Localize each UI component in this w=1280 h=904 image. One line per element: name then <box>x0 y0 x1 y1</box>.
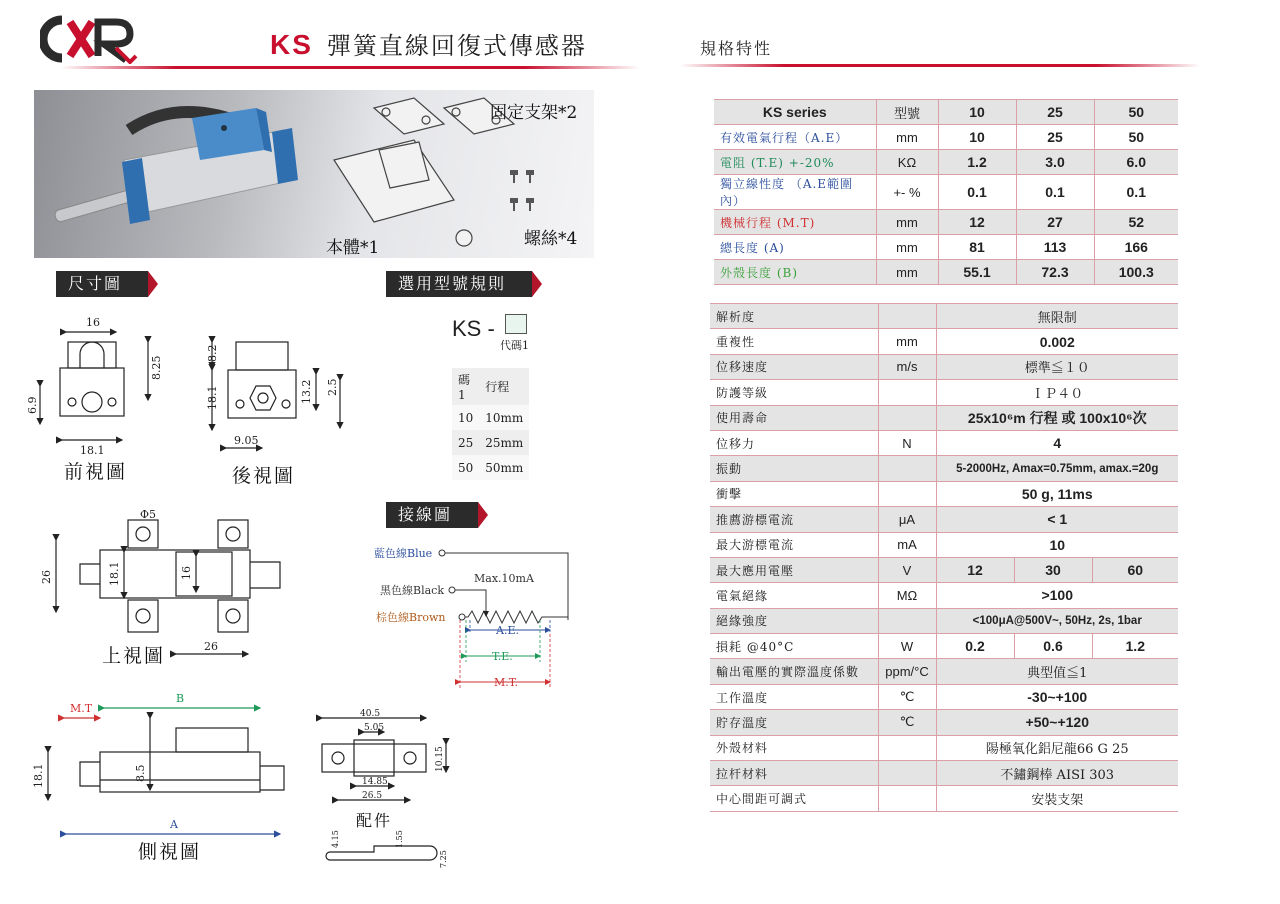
spec-row <box>710 354 1178 379</box>
spec-table-general <box>710 303 1178 812</box>
spec-value: 81 <box>938 235 1016 260</box>
spec-value: 0.1 <box>1016 175 1094 210</box>
spec-unit: m/s <box>878 354 936 379</box>
spec-row <box>710 481 1178 506</box>
spec-value: 52 <box>1094 210 1178 235</box>
spec-value: 5-2000Hz, Amax=0.75mm, amax.=20g <box>936 456 1178 481</box>
spec-unit <box>878 380 936 405</box>
dim-back-t: 8.2 <box>206 344 219 362</box>
logo <box>40 14 140 64</box>
spec-row <box>710 634 1178 659</box>
badge-wiring: 接線圖 <box>386 502 478 528</box>
spec-row <box>710 710 1178 735</box>
caption-parts: 配件 <box>356 811 393 830</box>
spec-row <box>714 235 1178 260</box>
spec-value: 0.6 <box>1014 634 1092 659</box>
spec-unit: μA <box>878 507 936 532</box>
caption-side: 側視圖 <box>138 841 202 863</box>
spec-value: 25 <box>1016 125 1094 150</box>
dim-side-m: 8.5 <box>134 764 147 782</box>
spec-value: 安裝支架 <box>936 786 1178 811</box>
table-cell: 10mm <box>479 405 529 430</box>
spec-value: 陽極氧化鋁尼龍66 G 25 <box>936 735 1178 760</box>
spec-unit <box>878 761 936 786</box>
table-cell: 25mm <box>479 430 529 455</box>
model-rule-table <box>452 368 529 480</box>
dim-back-b: 9.05 <box>234 434 259 447</box>
spec-value: 典型值≦1 <box>936 659 1178 684</box>
wire-brown: 棕色線Brown <box>376 611 446 624</box>
dim-back-m: 13.2 <box>300 379 313 404</box>
spec-row <box>710 761 1178 786</box>
spec-label: 拉杆材料 <box>710 761 878 786</box>
dim-top-h2: 18.1 <box>108 561 121 586</box>
spec-value: 0.002 <box>936 329 1178 354</box>
spec-unit <box>878 405 936 430</box>
wire-max: Max.10mA <box>474 572 534 585</box>
parts-view <box>322 718 446 860</box>
spec-value: 30 <box>1014 557 1092 582</box>
table-row <box>452 368 529 405</box>
spec-label: 推薦游標電流 <box>710 507 878 532</box>
wiring-diagram <box>374 546 568 689</box>
spec-unit <box>878 608 936 633</box>
spec-value: 10 <box>938 125 1016 150</box>
spec-row <box>710 557 1178 582</box>
spec-row <box>714 260 1178 285</box>
dim-clip-b: 1.55 <box>395 830 404 848</box>
spec-label: 工作溫度 <box>710 684 878 709</box>
spec-value: 無限制 <box>936 304 1178 329</box>
spec-label: 最大應用電壓 <box>710 557 878 582</box>
spec-row <box>714 210 1178 235</box>
dim-front-w: 16 <box>86 316 100 329</box>
product-photo <box>34 90 594 258</box>
caption-front: 前視圖 <box>64 461 128 483</box>
table-row <box>452 455 529 480</box>
spec-underline <box>680 64 1200 67</box>
front-view <box>40 332 148 440</box>
dim-front-h: 8.25 <box>150 355 163 380</box>
dim-clip-c: 7.25 <box>439 850 448 868</box>
spec-unit: mm <box>876 125 938 150</box>
spec-row <box>710 405 1178 430</box>
spec-label: 位移速度 <box>710 354 878 379</box>
spec-label: 貯存溫度 <box>710 710 878 735</box>
badge-model-rule: 選用型號規則 <box>386 271 532 297</box>
spec-unit: KΩ <box>876 150 938 175</box>
spec-label: 重複性 <box>710 329 878 354</box>
spec-value: 0.1 <box>1094 175 1178 210</box>
wire-mt: M.T. <box>494 676 518 689</box>
spec-value: 12 <box>936 557 1014 582</box>
wire-te: T.E. <box>492 650 513 663</box>
spec-row <box>710 583 1178 608</box>
spec-value: 50 g, 11ms <box>936 481 1178 506</box>
spec-label: 防護等級 <box>710 380 878 405</box>
table-header: 碼1 <box>452 368 479 405</box>
dim-back-r: 2.5 <box>326 378 339 396</box>
spec-unit: mm <box>876 235 938 260</box>
spec-unit: MΩ <box>878 583 936 608</box>
spec-label: 最大游標電流 <box>710 532 878 557</box>
screw-label: 螺絲*4 <box>524 229 578 249</box>
spec-row <box>710 380 1178 405</box>
spec-value: 113 <box>1016 235 1094 260</box>
spec-value: 0.2 <box>936 634 1014 659</box>
dim-part-w: 40.5 <box>360 709 381 719</box>
spec-row <box>710 532 1178 557</box>
spec-row <box>714 175 1178 210</box>
spec-value: 12 <box>938 210 1016 235</box>
spec-row <box>710 456 1178 481</box>
spec-row <box>710 684 1178 709</box>
spec-value: >100 <box>936 583 1178 608</box>
spec-value: 10 <box>938 100 1016 125</box>
code-label: 代碼1 <box>500 339 529 352</box>
wire-ae: A.E. <box>496 624 519 637</box>
spec-value: 不鏽鋼棒 AISI 303 <box>936 761 1178 786</box>
spec-value: 25 <box>1016 100 1094 125</box>
spec-row <box>710 304 1178 329</box>
spec-label: 獨立線性度 （A.E範圍內） <box>714 175 876 210</box>
spec-value: 25x10⁶m 行程 或 100x10⁶次 <box>936 405 1178 430</box>
spec-value: 100.3 <box>1094 260 1178 285</box>
spec-label: 有效電氣行程（A.E） <box>714 125 876 150</box>
dim-front-l: 6.9 <box>26 396 39 414</box>
spec-label: 損耗 @40°C <box>710 634 878 659</box>
dim-side-a: A <box>170 818 178 831</box>
spec-value: <100μA@500V~, 50Hz, 2s, 1bar <box>936 608 1178 633</box>
spec-row <box>710 329 1178 354</box>
spec-unit: mm <box>876 260 938 285</box>
spec-label: 輸出電壓的實際溫度係數 <box>710 659 878 684</box>
spec-unit: W <box>878 634 936 659</box>
spec-label: 絕緣強度 <box>710 608 878 633</box>
spec-value: 50 <box>1094 100 1178 125</box>
spec-unit <box>878 786 936 811</box>
spec-label: 電氣絕緣 <box>710 583 878 608</box>
dim-back-h: 18.1 <box>206 385 219 410</box>
spec-row <box>710 608 1178 633</box>
spec-value: +50~+120 <box>936 710 1178 735</box>
title-underline <box>60 66 640 69</box>
spec-unit: ℃ <box>878 710 936 735</box>
spec-heading: 規格特性 <box>700 39 773 58</box>
spec-label: 位移力 <box>710 430 878 455</box>
dim-top-b: 26 <box>204 640 218 653</box>
spec-value: 60 <box>1092 557 1178 582</box>
dim-side-mt: M.T <box>70 702 93 715</box>
dim-top-h1: 26 <box>40 570 53 584</box>
spec-label: KS series <box>714 100 876 125</box>
spec-value: 50 <box>1094 125 1178 150</box>
spec-label: 總長度 (A) <box>714 235 876 260</box>
dim-part-i: 14.85 <box>362 777 388 787</box>
spec-value: 4 <box>936 430 1178 455</box>
spec-value: 166 <box>1094 235 1178 260</box>
dim-part-c: 5.05 <box>364 723 385 733</box>
spec-row <box>714 150 1178 175</box>
spec-table-series <box>714 99 1178 285</box>
spec-value: 標準≦１０ <box>936 354 1178 379</box>
spec-label: 中心間距可調式 <box>710 786 878 811</box>
spec-value: 55.1 <box>938 260 1016 285</box>
spec-unit: mm <box>878 329 936 354</box>
table-row <box>452 405 529 430</box>
spec-value: 27 <box>1016 210 1094 235</box>
dim-side-h: 18.1 <box>32 763 45 788</box>
spec-row <box>714 100 1178 125</box>
spec-label: 使用壽命 <box>710 405 878 430</box>
dim-part-h: 10.15 <box>435 746 445 772</box>
table-cell: 10 <box>452 405 479 430</box>
spec-label: 機械行程 (M.T) <box>714 210 876 235</box>
bracket-label: 固定支架*2 <box>490 103 578 123</box>
caption-top: 上視圖 <box>102 645 166 667</box>
spec-value: 0.1 <box>938 175 1016 210</box>
spec-unit: 型號 <box>876 100 938 125</box>
table-cell: 50mm <box>479 455 529 480</box>
spec-value: 10 <box>936 532 1178 557</box>
spec-unit: N <box>878 430 936 455</box>
dim-part-o: 26.5 <box>362 791 383 801</box>
spec-label: 衝擊 <box>710 481 878 506</box>
table-cell: 50 <box>452 455 479 480</box>
spec-label: 電阻 (T.E) +-20% <box>714 150 876 175</box>
table-row <box>452 430 529 455</box>
spec-unit <box>878 481 936 506</box>
badge-dimension: 尺寸圖 <box>56 271 148 297</box>
spec-label: 振動 <box>710 456 878 481</box>
top-view <box>56 520 280 654</box>
dimension-drawings <box>0 300 640 904</box>
spec-unit: V <box>878 557 936 582</box>
dim-side-b: B <box>176 692 185 705</box>
spec-value: 72.3 <box>1016 260 1094 285</box>
spec-unit: ℃ <box>878 684 936 709</box>
spec-row <box>710 507 1178 532</box>
spec-label: 外殼長度 (B) <box>714 260 876 285</box>
spec-unit <box>878 456 936 481</box>
spec-row <box>710 786 1178 811</box>
model-name: KS <box>270 29 313 60</box>
spec-value: 3.0 <box>1016 150 1094 175</box>
spec-value: 1.2 <box>1092 634 1178 659</box>
spec-value: -30~+100 <box>936 684 1178 709</box>
spec-value: 1.2 <box>938 150 1016 175</box>
wire-blue: 藍色線Blue <box>374 547 433 560</box>
spec-row <box>710 430 1178 455</box>
caption-back: 後視圖 <box>232 465 296 487</box>
dim-clip-a: 4.15 <box>331 830 340 848</box>
spec-value: < 1 <box>936 507 1178 532</box>
spec-row <box>714 125 1178 150</box>
spec-unit: mm <box>876 210 938 235</box>
dim-front-b: 18.1 <box>80 444 105 457</box>
dim-top-phi: Φ5 <box>140 508 157 521</box>
back-view <box>212 342 340 448</box>
body-label: 本體*1 <box>326 238 380 258</box>
spec-unit: ppm/°C <box>878 659 936 684</box>
spec-unit: mA <box>878 532 936 557</box>
side-view <box>48 708 284 834</box>
spec-row <box>710 659 1178 684</box>
spec-unit <box>878 735 936 760</box>
page-title: KS 彈簧直線回復式傳感器 <box>270 29 587 60</box>
dim-top-h3: 16 <box>180 566 193 580</box>
spec-value: 6.0 <box>1094 150 1178 175</box>
wire-black: 黑色線Black <box>380 584 444 597</box>
code-box <box>505 314 527 334</box>
spec-label: 解析度 <box>710 304 878 329</box>
spec-unit: +- % <box>876 175 938 210</box>
spec-row <box>710 735 1178 760</box>
spec-value: ＩＰ４０ <box>936 380 1178 405</box>
table-cell: 25 <box>452 430 479 455</box>
table-header: 行程 <box>479 368 529 405</box>
spec-label: 外殼材料 <box>710 735 878 760</box>
model-prefix: KS - <box>452 316 495 341</box>
spec-unit <box>878 304 936 329</box>
